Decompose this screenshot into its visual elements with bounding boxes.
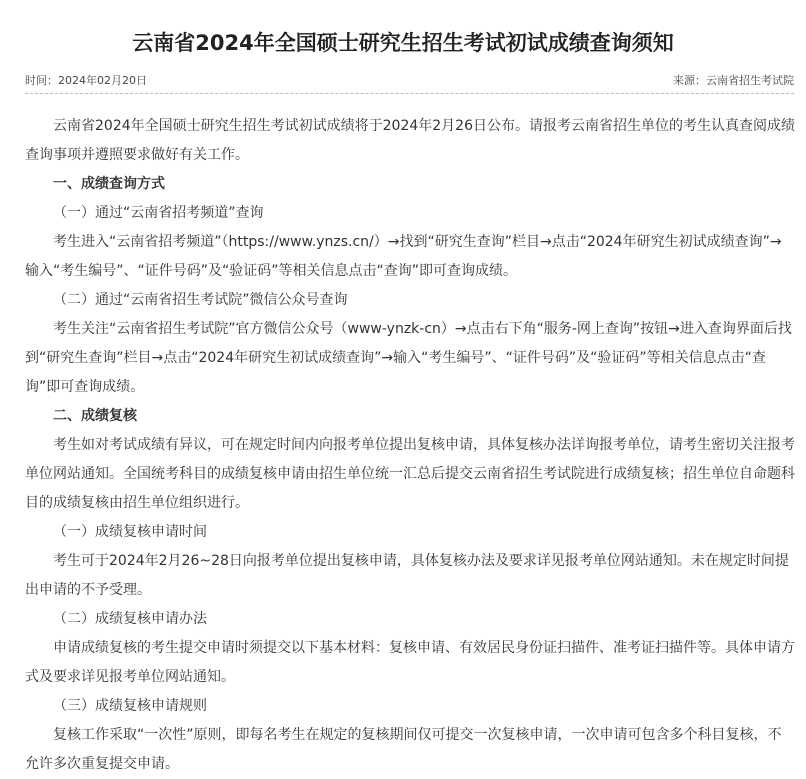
subheading-query-wechat: （二）通过“云南省招生考试院”微信公众号查询	[53, 292, 348, 308]
paragraph-review-rules: 复核工作采取“一次性”原则，即每名考生在规定的复核期间仅可提交一次复核申请，一次申请可包含多个科目复核，不允许多次重复提交申请。	[25, 727, 782, 772]
subheading-query-channel-site: （一）通过“云南省招考频道”查询	[53, 205, 264, 221]
publish-date-label: 时间：	[25, 74, 58, 87]
article-meta	[25, 72, 794, 90]
subheading-review-rules: （三）成绩复核申请规则	[53, 698, 207, 714]
intro-paragraph: 云南省2024年全国硕士研究生招生考试初试成绩将于2024年2月26日公布。请报考云南省招生单位的考生认真查阅成绩查询事项并遵照要求做好有关工作。	[25, 118, 795, 163]
paragraph-score-review: 考生如对考试成绩有异议，可在规定时间内向报考单位提出复核申请，具体复核办法详询报考单位，请考生密切关注报考单位网站通知。全国统考科目的成绩复核申请由招生单位统一汇总后提交云南省招生考试院进行成绩复核；招生单位自命题科目的成绩复核由招生单位组织进行。	[25, 437, 795, 511]
article-title: 云南省2024年全国硕士研究生招生考试初试成绩查询须知	[132, 31, 674, 55]
paragraph-query-wechat: 考生关注“云南省招生考试院”官方微信公众号（www-ynzk-cn）→点击右下角“服务-网上查询”按钮→进入查询界面后找到“研究生查询”栏目→点击“2024年研究生初试成绩查询”→输入“考生编号”、“证件号码”及“验证码”等相关信息点击“查询”即可查询成绩。	[25, 321, 792, 395]
paragraph-review-time: 考生可于2024年2月26~28日向报考单位提出复核申请，具体复核办法及要求详见报考单位网站通知。未在规定时间提出申请的不予受理。	[25, 553, 789, 598]
article-source	[673, 72, 794, 90]
meta-divider	[25, 93, 794, 94]
paragraph-query-channel-site: 考生进入“云南省招考频道”（https://www.ynzs.cn/）→找到“研究生查询”栏目→点击“2024年研究生初试成绩查询”→输入“考生编号”、“证件号码”及“验证码”等相关信息点击“查询”即可查询成绩。	[25, 234, 782, 279]
publish-date-value: 2024年02月20日	[58, 74, 147, 87]
section-heading-query-methods: 一、成绩查询方式	[53, 176, 165, 192]
article-source-label: 来源：	[673, 74, 706, 87]
paragraph-review-method: 申请成绩复核的考生提交申请时须提交以下基本材料：复核申请、有效居民身份证扫描件、准考证扫描件等。具体申请方式及要求详见报考单位网站通知。	[25, 640, 795, 685]
article-source-value: 云南省招生考试院	[706, 74, 794, 87]
subheading-review-method: （二）成绩复核申请办法	[53, 611, 207, 627]
subheading-review-time: （一）成绩复核申请时间	[53, 524, 207, 540]
section-heading-score-review: 二、成绩复核	[53, 408, 137, 424]
publish-date	[25, 72, 147, 90]
article-body	[25, 112, 795, 779]
